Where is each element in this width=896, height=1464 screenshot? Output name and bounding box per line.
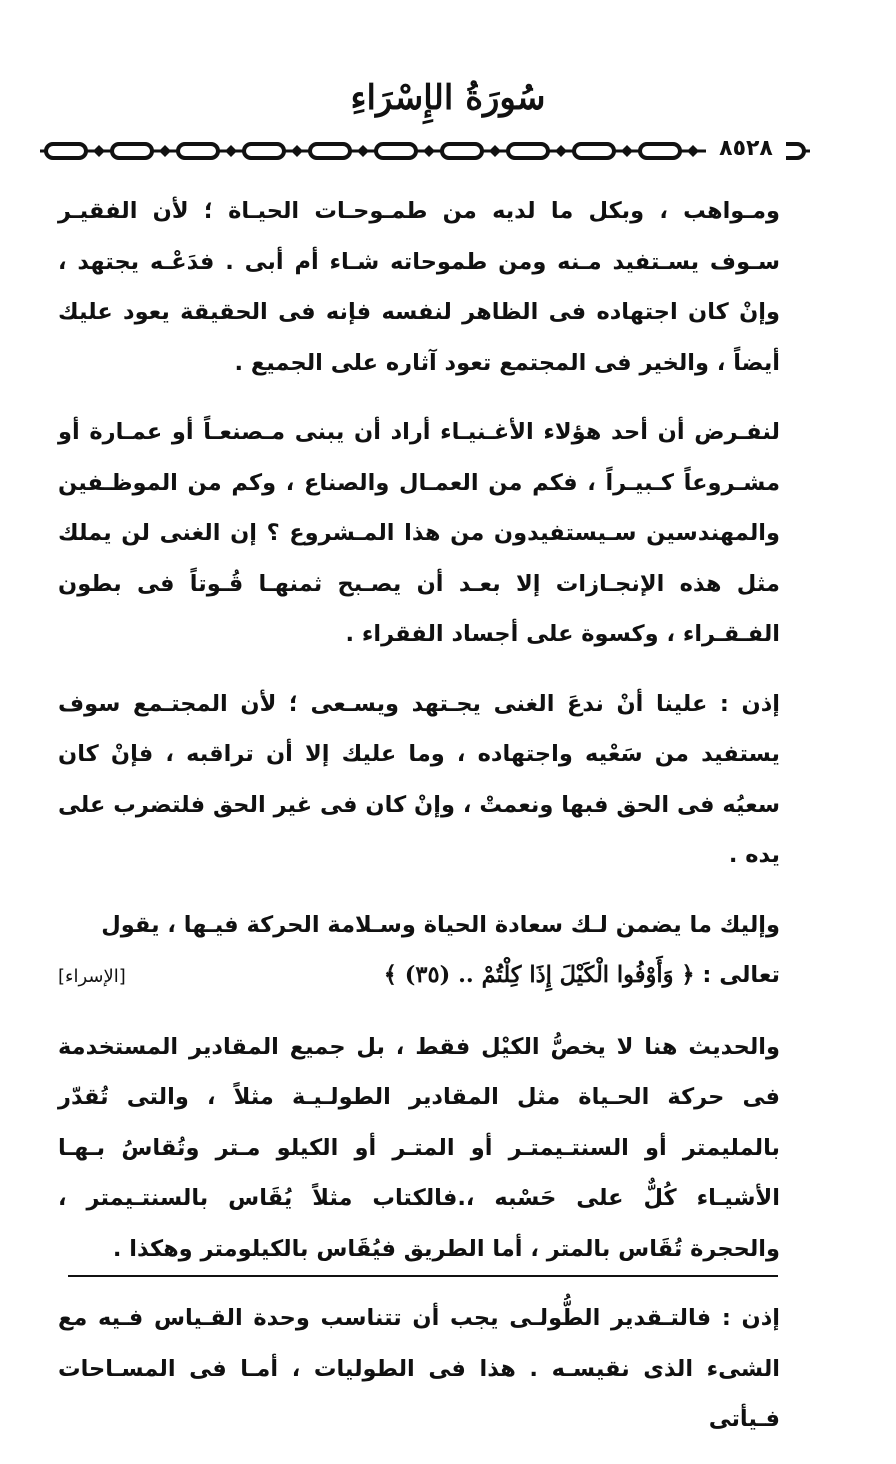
paragraph: إذن : علينا أنْ ندعَ الغنى يجـتهد ويسـعى ؛ لأن المجتـمع سوف يستفيد من سَعْيه واجتهاده ، وما عليك إلا أن تراقبه ، فإنْ كان سعيُه فى الحق فبها ونعمتْ ، وإنْ كان فى غير الحق فلتضرب على يده . [58,690,780,868]
paragraph: والحديث هنا لا يخصُّ الكيْل فقط ، بل جميع المقادير المستخدمة فى حركة الحـياة مثل المقادير الطولـيـة مثلاً ، والتى تُقدّر بالمليمتر أو السنتـيمتـر أو المتـر أو الكيلو مـتر وتُقاسُ بـهـا الأشيـاء كُلٌّ على حَسْبه ،.فالكتاب مثلاً يُقَاس بالسنتـيمتر ، والحجرة تُقَاس بالمتر ، أما الطريق فيُقَاس بالكيلومتر وهكذا . [58,1033,780,1262]
paragraph: وإليك ما يضمن لـك سعادة الحياة وسـلامة الحركة فيـها ، يقول [101,911,780,938]
page-number: ٨٥٢٨ [706,136,786,161]
footer-rule [68,1275,778,1277]
surah-title: سُورَةُ الإِسْرَاءِ [350,78,546,118]
quran-verse-line [58,950,780,1003]
verse-main [384,950,780,1001]
paragraph: لنفـرض أن أحد هؤلاء الأغـنيـاء أراد أن يبنى مـصنعـاً أو عمـارة أو مشـروعاً كـبيـراً ، فكم من العمـال والصناع ، وكم من الموظـفين والمهندسين سـيستفيدون من هذا المـشروع ؟ إن الغنى لن يملك مثل هذه الإنجـازات إلا بعـد أن يصـبح ثمنهـا قُـوتاً فى بطون الفـقـراء ، وكسوة على أجساد الفقراء . [58,419,780,647]
body-text [58,186,780,1464]
paragraph: ومـواهب ، وبكل ما لديه من طمـوحـات الحيـاة ؛ لأن الفقيـر سـوف يسـتفيد مـنه ومن طموحاته شـاء أم أبى . فدَعْـه يجتهد ، وإنْ كان اجتهاده فى الظاهر لنفسه فإنه فى الحقيقة يعود عليك أيضاً ، والخير فى المجتمع تعود آثاره على الجميع . [58,198,780,376]
paragraph: إذن : فالتـقدير الطُّولـى يجب أن تتناسب وحدة القـياس فـيه مع الشىء الذى نقيسـه . هذا فى الطوليات ، أمـا فى المسـاحات فـيأتى [58,1305,780,1432]
verse-intro: تعالى : [702,962,780,988]
verse-reference: [الإسراء] [58,966,126,987]
quran-verse: ﴿ وَأَوْفُوا الْكَيْلَ إِذَا كِلْتُمْ .. (٣٥) ﴾ [383,962,695,988]
header-ornament-border [40,138,810,164]
